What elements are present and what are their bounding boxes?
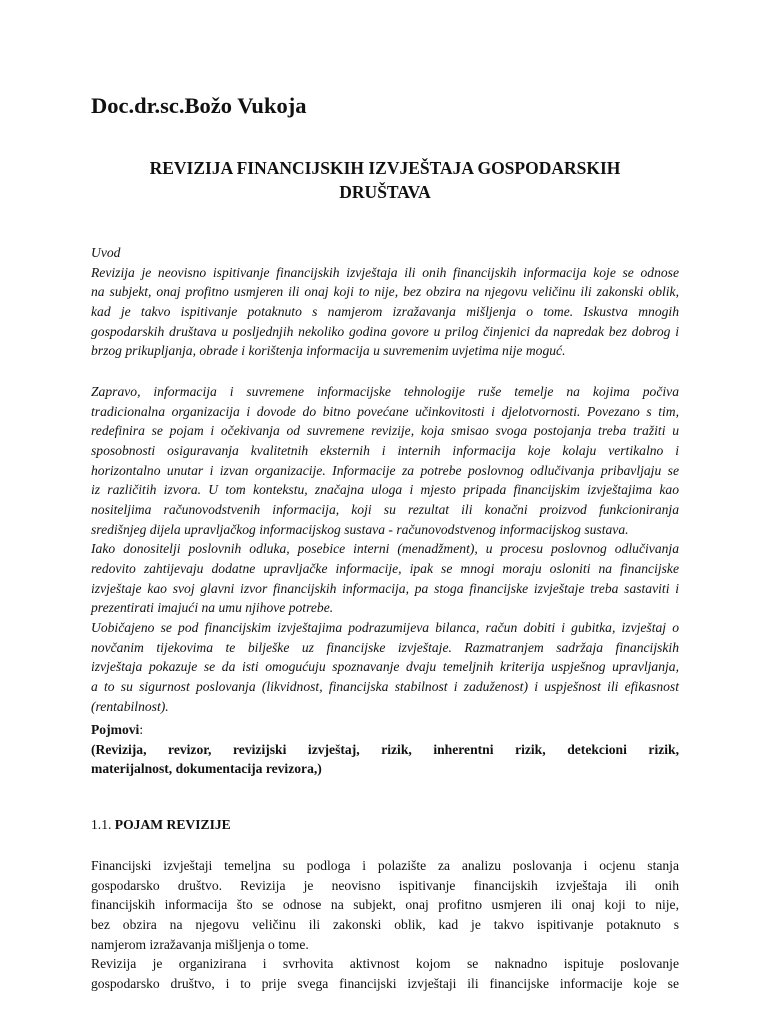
title-line-2: DRUŠTAVA	[339, 181, 431, 202]
text-line: horizontalno unutar i izvan organizacije. Informacije za potrebe poslovnog odlučivanja pribavljaju se	[91, 462, 679, 478]
document-title	[91, 157, 679, 204]
text-line: kad je takvo ispitivanje potaknuto s namjerom izražavanja mišljenja o tome. Iskustva mnogih	[91, 303, 679, 319]
terms-section	[91, 720, 679, 779]
section-heading	[91, 817, 231, 833]
section-body	[91, 856, 679, 994]
text-line: izvještaje kao svoj glavni izvor financijskih informacija, pa stoga financijske izvještaje treba sastaviti i	[91, 580, 679, 596]
text-line: Revizija je organizirana i svrhovita aktivnost kojom se naknadno ispituje poslovanje	[91, 956, 679, 972]
text-line: Financijski izvještaji temeljna su podloga i polazište za analizu poslovanja i ocjenu stanja	[91, 858, 679, 873]
intro-paragraph-2	[91, 382, 679, 716]
text-line: financijskih informacija što se odnose na subjekt, onaj profitno usmjeren ili onaj koji to nije,	[91, 897, 679, 913]
text-line: bez obzira na njegovu veličinu ili zakonski oblik, kad je takvo ispitivanje potaknuto s	[91, 916, 679, 932]
text-line: Iako donositelji poslovnih odluka, posebice interni (menadžment), u procesu poslovnog odlučivanja	[91, 541, 679, 557]
text-line: a to su sigurnost poslovanja (likvidnost, financijska stabilnost i zaduženost) i uspješnost ili efikasnost	[91, 678, 679, 694]
section-title: POJAM REVIZIJE	[114, 817, 231, 832]
terms-label-line	[91, 720, 679, 740]
intro-heading: Uvod	[91, 245, 121, 260]
section-number: 1.1.	[91, 817, 112, 832]
text-line: gospodarsko društvo, i to prije svega financijski izvještaji ili financijske informacije koje se	[91, 975, 679, 991]
text-line: iz različitih izvora. U tom kontekstu, značajna uloga i mjesto pripada financijskim izvještajima kao	[91, 482, 679, 498]
text-line: (rentabilnost).	[91, 698, 169, 714]
text-line: redovito zahtijevaju dodatne upravljačke informacije, ipak se mnogi moraju osloniti na financijske	[91, 560, 679, 576]
terms-line: (Revizija, revizor, revizijski izvještaj, rizik, inherentni rizik, detekcioni rizik,	[91, 741, 679, 757]
text-line: Uobičajeno se pod financijskim izvještajima podrazumijeva bilanca, račun dobiti i gubitka, izvještaj o	[91, 619, 679, 635]
text-line: nositeljima računovodstvenih informacija, koji su rezultat ili konačni proizvod funkcioniranja	[91, 501, 679, 517]
text-line: na subjekt, onaj profitno usmjeren ili onaj koji to nije, bez obzira na njegovu veličinu ili zakonski oblik,	[91, 284, 679, 300]
terms-line: materijalnost, dokumentacija revizora,)	[91, 761, 322, 777]
text-line: Revizija je neovisno ispitivanje financijskih izvještaja ili onih financijskih informacija koje se odnose	[91, 264, 679, 280]
author-name: Doc.dr.sc.Božo Vukoja	[91, 93, 307, 118]
text-line: novčanim tijekovima te bilješke uz financijske izvještaje. Razmatranjem sadržaja financijskih	[91, 639, 679, 655]
text-line: Zapravo, informacija i suvremene informacijske tehnologije ruše temelje na kojima počiva	[91, 384, 679, 399]
text-line: redefinira se pojam i očekivanja od suvremene revizije, koja smisao svoga postojanja treba tražiti u	[91, 423, 679, 439]
intro-paragraph-1	[91, 263, 679, 361]
text-line: središnjeg dijela upravljačkog informacijskog sustava - računovodstvenog informacijskog sustava.	[91, 521, 629, 537]
text-line: gospodarskih društava u posljednjih nekoliko godina govore u prilog činjenici da napredak bez dobrog i	[91, 323, 679, 339]
text-line: namjerom izražavanja mišljenja o tome.	[91, 936, 309, 952]
text-line: izvještaja pokazuje se da isti omogućuju spoznavanje dvaju temeljnih kriterija uspješnog upravljanja,	[91, 659, 679, 675]
title-line-1: REVIZIJA FINANCIJSKIH IZVJEŠTAJA GOSPODARSKIH	[149, 158, 621, 178]
terms-label: Pojmovi	[91, 722, 140, 737]
text-line: sposobnosti osiguravanja kvalitetnih eksternih i internih informacija koje kolaju vertikalno i	[91, 442, 679, 458]
text-line: prezentirati imajući na umu njihove potrebe.	[91, 600, 334, 616]
text-line: brzog prikupljanja, obrade i korištenja informacija u suvremenim uvjetima nije moguć.	[91, 343, 566, 359]
terms-colon: :	[139, 722, 144, 737]
intro-section	[91, 243, 679, 361]
text-line: tradicionalna organizacija i dovode do bitno povećane učinkovitosti i djelotvornosti. Povezano s tim,	[91, 403, 679, 419]
text-line: gospodarsko društvo. Revizija je neovisno ispitivanje financijskih izvještaja ili onih	[91, 877, 679, 893]
